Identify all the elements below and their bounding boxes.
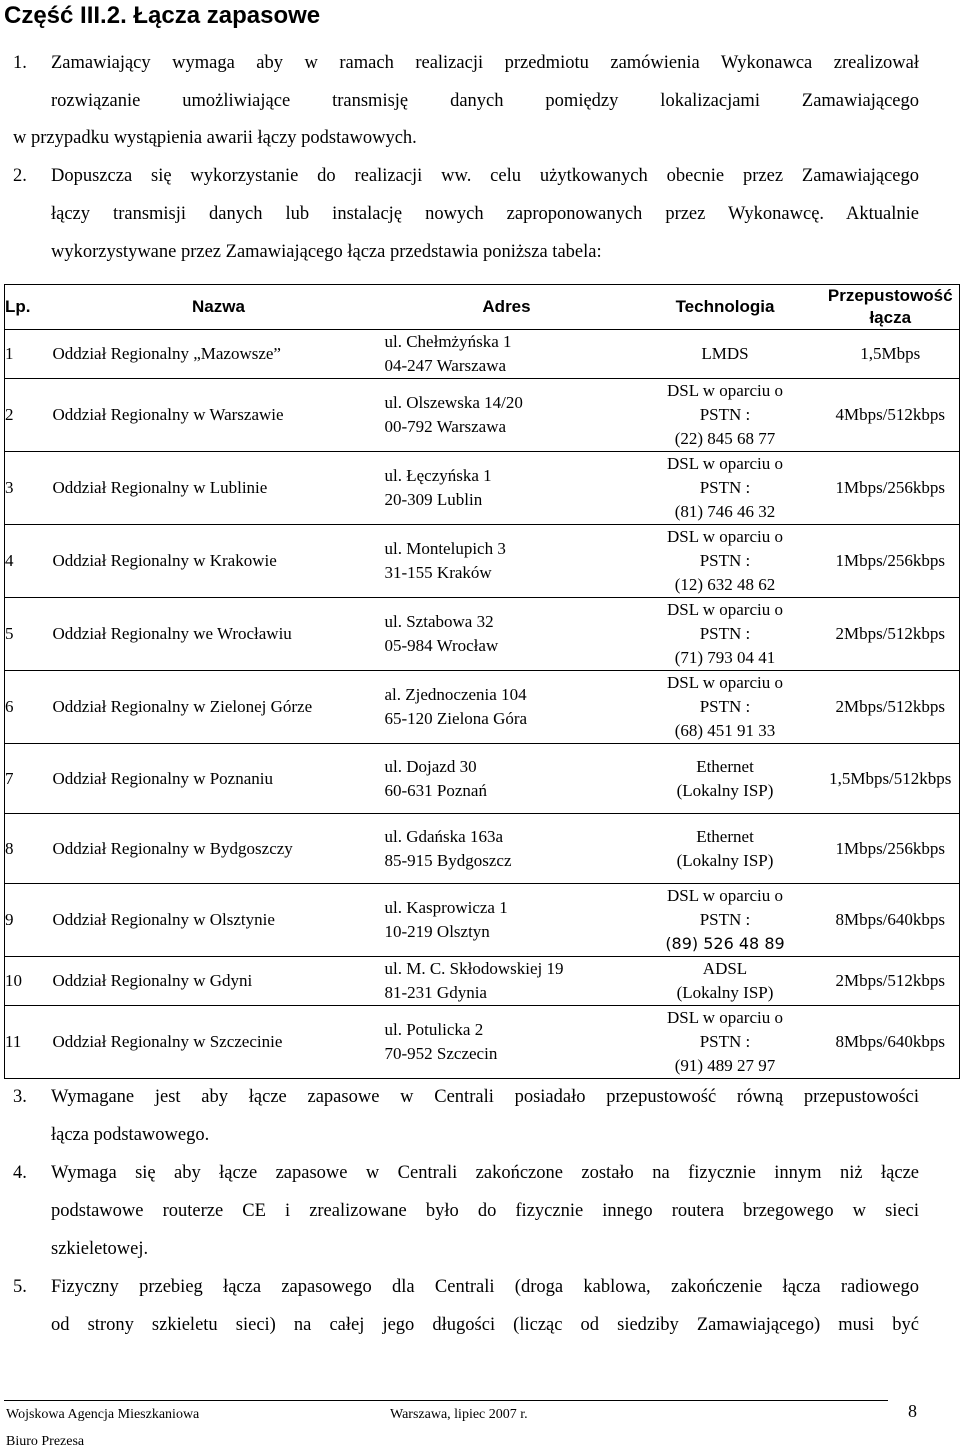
cell-throughput: 2Mbps/512kbps xyxy=(822,671,960,744)
address-street: ul. Dojazd 30 xyxy=(384,756,477,776)
p5-line-2: od strony szkieletu sieci) na całej jego długości (licząc od siedziby Zamawiającego) musi być xyxy=(51,1315,919,1335)
table-row xyxy=(5,598,960,671)
technology-line-3: (68) 451 91 33 xyxy=(674,721,776,740)
table-body xyxy=(5,330,960,1079)
cell-address xyxy=(385,525,629,598)
p2-line-1: Dopuszcza się wykorzystanie do realizacji ww. celu użytkowanych obecnie przez Zamawiającego xyxy=(51,166,919,186)
technology-line-3: (22) 845 68 77 xyxy=(674,429,776,448)
p1-line-1: Zamawiający wymaga aby w ramach realizacji przedmiotu zamówienia Wykonawca zrealizował xyxy=(51,53,919,73)
cell-name: Oddział Regionalny w Gdyni xyxy=(53,957,385,1006)
technology-line-2: PSTN : xyxy=(699,1032,751,1051)
table-row xyxy=(5,744,960,814)
technology-line-1: DSL w oparciu o xyxy=(667,600,783,619)
cell-address xyxy=(385,814,629,884)
footer-org: Wojskowa Agencja Mieszkaniowa xyxy=(6,1407,200,1422)
p3-line-2: łącza podstawowego. xyxy=(51,1125,210,1145)
cell-throughput: 4Mbps/512kbps xyxy=(822,379,960,452)
address-postal: 70-952 Szczecin xyxy=(384,1044,498,1063)
page-number: 8 xyxy=(908,1401,917,1421)
technology-line-2: PSTN : xyxy=(699,478,751,497)
address-postal: 31-155 Kraków xyxy=(384,563,492,582)
address-street: ul. Montelupich 3 xyxy=(384,539,506,558)
cell-technology xyxy=(629,957,822,1006)
p4-line-1: Wymaga się aby łącze zapasowe w Centrali zakończone zostało na fizycznie innym niż łącze xyxy=(51,1163,919,1183)
table-row xyxy=(5,525,960,598)
address-street: al. Zjednoczenia 104 xyxy=(384,685,527,704)
cell-technology xyxy=(629,884,822,957)
cell-throughput: 1Mbps/256kbps xyxy=(822,814,960,884)
cell-throughput: 8Mbps/640kbps xyxy=(822,1006,960,1079)
footer-place-date: Warszawa, lipiec 2007 r. xyxy=(390,1407,528,1422)
header-technology: Technologia xyxy=(629,285,822,330)
address-postal: 10-219 Olsztyn xyxy=(384,922,490,941)
cell-lp: 11 xyxy=(5,1006,53,1079)
cell-address xyxy=(385,957,629,1006)
cell-address xyxy=(385,744,629,814)
p2-line-3: wykorzystywane przez Zamawiającego łącza przedstawia poniższa tabela: xyxy=(51,242,602,262)
cell-address xyxy=(385,1006,629,1079)
table-row xyxy=(5,379,960,452)
cell-technology xyxy=(629,744,822,814)
cell-lp: 2 xyxy=(5,379,53,452)
cell-name: Oddział Regionalny we Wrocławiu xyxy=(53,598,385,671)
cell-lp: 7 xyxy=(5,744,53,814)
cell-throughput: 1Mbps/256kbps xyxy=(822,452,960,525)
technology-line-1: DSL w oparciu o xyxy=(667,1008,783,1027)
technology-line-2: (Lokalny ISP) xyxy=(676,983,774,1002)
technology-line-1: DSL w oparciu o xyxy=(667,673,783,692)
address-street: ul. Chełmżyńska 1 xyxy=(384,332,512,351)
address-postal: 00-792 Warszawa xyxy=(384,417,507,436)
footer-office: Biuro Prezesa xyxy=(6,1434,85,1449)
cell-technology xyxy=(629,379,822,452)
cell-technology xyxy=(629,671,822,744)
p3-number: 3. xyxy=(13,1087,27,1107)
cell-technology xyxy=(629,814,822,884)
technology-line-1: ADSL xyxy=(702,959,748,978)
table-row xyxy=(5,957,960,1006)
cell-throughput: 1Mbps/256kbps xyxy=(822,525,960,598)
technology-line-3: (12) 632 48 62 xyxy=(674,575,776,594)
address-street: ul. Kasprowicza 1 xyxy=(384,898,508,917)
address-postal: 85-915 Bydgoszcz xyxy=(384,850,512,870)
p4-number: 4. xyxy=(13,1163,27,1183)
cell-name: Oddział Regionalny w Szczecinie xyxy=(53,1006,385,1079)
footer-rule xyxy=(4,1400,888,1401)
links-table xyxy=(4,284,960,1079)
header-throughput-line-1: Przepustowość xyxy=(827,286,953,305)
p1-number: 1. xyxy=(13,53,27,73)
address-postal: 20-309 Lublin xyxy=(384,490,483,509)
cell-technology xyxy=(629,598,822,671)
cell-address xyxy=(385,671,629,744)
technology-line-1: DSL w oparciu o xyxy=(667,886,783,905)
p1-line-2: rozwiązanie umożliwiające transmisję danych pomiędzy lokalizacjami Zamawiającego xyxy=(51,91,919,111)
header-address: Adres xyxy=(385,285,629,330)
technology-line-1: Ethernet xyxy=(696,756,754,776)
table-row xyxy=(5,330,960,379)
header-lp: Lp. xyxy=(5,285,53,330)
cell-lp: 3 xyxy=(5,452,53,525)
p1-line-3: w przypadku wystąpienia awarii łączy podstawowych. xyxy=(13,128,417,148)
address-street: ul. Gdańska 163a xyxy=(384,826,504,846)
cell-technology xyxy=(629,525,822,598)
address-street: ul. Łęczyńska 1 xyxy=(384,466,492,485)
cell-address xyxy=(385,452,629,525)
p2-line-2: łączy transmisji danych lub instalację nowych zaproponowanych przez Wykonawcę. Aktualnie xyxy=(51,204,919,224)
cell-throughput: 1,5Mbps/512kbps xyxy=(822,744,960,814)
technology-line-1: DSL w oparciu o xyxy=(667,454,783,473)
technology-line-1: LMDS xyxy=(701,344,749,363)
cell-address xyxy=(385,379,629,452)
table-row xyxy=(5,814,960,884)
p2-number: 2. xyxy=(13,166,27,186)
p3-line-1: Wymagane jest aby łącze zapasowe w Centrali posiadało przepustowość równą przepustowości xyxy=(51,1087,919,1107)
technology-line-2: PSTN : xyxy=(699,405,751,424)
address-postal: 65-120 Zielona Góra xyxy=(384,709,528,728)
cell-address xyxy=(385,598,629,671)
cell-throughput: 2Mbps/512kbps xyxy=(822,957,960,1006)
cell-technology xyxy=(629,330,822,379)
table-row xyxy=(5,452,960,525)
technology-line-2: PSTN : xyxy=(699,551,751,570)
technology-line-3: (81) 746 46 32 xyxy=(674,502,776,521)
cell-name: Oddział Regionalny w Olsztynie xyxy=(53,884,385,957)
cell-throughput: 8Mbps/640kbps xyxy=(822,884,960,957)
technology-line-2: PSTN : xyxy=(699,697,751,716)
cell-throughput: 2Mbps/512kbps xyxy=(822,598,960,671)
cell-throughput: 1,5Mbps xyxy=(822,330,960,379)
address-postal: 04-247 Warszawa xyxy=(384,356,507,375)
cell-address xyxy=(385,884,629,957)
p4-line-2: podstawowe routerze CE i zrealizowane było do fizycznie innego routera brzegowego w sieci xyxy=(51,1201,919,1221)
address-postal: 60-631 Poznań xyxy=(384,780,487,800)
cell-name: Oddział Regionalny w Poznaniu xyxy=(53,744,385,814)
cell-lp: 10 xyxy=(5,957,53,1006)
p5-line-1: Fizyczny przebieg łącza zapasowego dla Centrali (droga kablowa, zakończenie łącza radiowego xyxy=(51,1277,919,1297)
technology-line-1: DSL w oparciu o xyxy=(667,381,783,400)
technology-line-3: (89) 526 48 89 xyxy=(665,934,785,953)
technology-line-1: Ethernet xyxy=(696,826,754,846)
technology-line-1: DSL w oparciu o xyxy=(667,527,783,546)
technology-line-2: (Lokalny ISP) xyxy=(676,850,774,870)
address-street: ul. Olszewska 14/20 xyxy=(384,393,523,412)
table-header-row xyxy=(5,285,960,330)
table-row xyxy=(5,671,960,744)
address-postal: 05-984 Wrocław xyxy=(384,636,499,655)
table-row xyxy=(5,884,960,957)
cell-lp: 4 xyxy=(5,525,53,598)
cell-name: Oddział Regionalny w Krakowie xyxy=(53,525,385,598)
cell-lp: 6 xyxy=(5,671,53,744)
cell-lp: 8 xyxy=(5,814,53,884)
table-row xyxy=(5,1006,960,1079)
cell-name: Oddział Regionalny w Zielonej Górze xyxy=(53,671,385,744)
cell-lp: 1 xyxy=(5,330,53,379)
p5-number: 5. xyxy=(13,1277,27,1297)
header-name: Nazwa xyxy=(53,285,385,330)
cell-address xyxy=(385,330,629,379)
cell-lp: 5 xyxy=(5,598,53,671)
technology-line-2: PSTN : xyxy=(699,910,751,929)
header-throughput xyxy=(822,285,960,330)
p4-line-3: szkieletowej. xyxy=(51,1239,149,1259)
cell-lp: 9 xyxy=(5,884,53,957)
address-street: ul. Potulicka 2 xyxy=(384,1020,484,1039)
cell-technology xyxy=(629,452,822,525)
links-table-wrap xyxy=(4,284,959,1079)
technology-line-2: (Lokalny ISP) xyxy=(676,780,774,800)
cell-name: Oddział Regionalny „Mazowsze” xyxy=(53,330,385,379)
address-postal: 81-231 Gdynia xyxy=(384,983,487,1002)
address-street: ul. Sztabowa 32 xyxy=(384,612,494,631)
cell-name: Oddział Regionalny w Bydgoszczy xyxy=(53,814,385,884)
section-heading: Część III.2. Łącza zapasowe xyxy=(4,2,321,29)
cell-technology xyxy=(629,1006,822,1079)
address-street: ul. M. C. Skłodowskiej 19 xyxy=(384,959,564,978)
cell-name: Oddział Regionalny w Lublinie xyxy=(53,452,385,525)
cell-name: Oddział Regionalny w Warszawie xyxy=(53,379,385,452)
header-throughput-line-2: łącza xyxy=(869,308,912,327)
technology-line-2: PSTN : xyxy=(699,624,751,643)
technology-line-3: (71) 793 04 41 xyxy=(674,648,776,667)
technology-line-3: (91) 489 27 97 xyxy=(674,1056,776,1075)
